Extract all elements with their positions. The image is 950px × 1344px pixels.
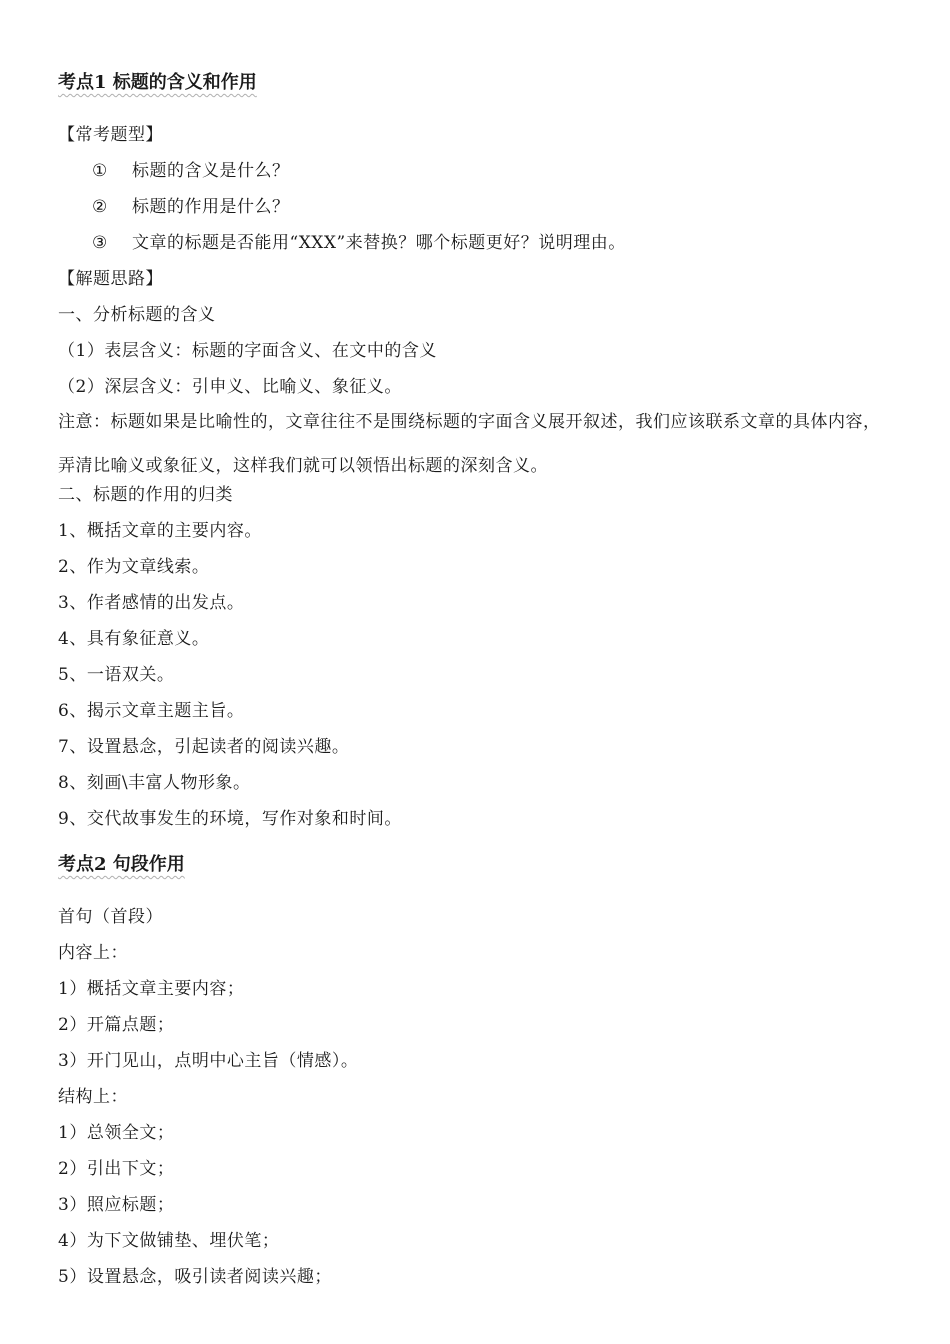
approach-label: 【解题思路】 [58, 269, 163, 289]
part2-title: 二、标题的作用的归类 [58, 485, 233, 505]
question-text: 标题的含义是什么？ [132, 161, 290, 181]
part1-item: （2）深层含义：引申义、比喻义、象征义。 [58, 377, 402, 397]
content-label: 内容上： [58, 943, 128, 963]
part2-item: 2、作为文章线索。 [58, 557, 210, 577]
question-number: ③ [92, 233, 108, 253]
content-item: 2）开篇点题； [58, 1015, 175, 1035]
part2-item: 8、刻画\丰富人物形象。 [58, 773, 251, 793]
question-item [92, 196, 290, 218]
question-text: 文章的标题是否能用“XXX”来替换？哪个标题更好？说明理由。 [132, 233, 626, 253]
common-types-label: 【常考题型】 [58, 125, 163, 145]
question-item [92, 160, 290, 182]
content-item: 1）概括文章主要内容； [58, 979, 245, 999]
part2-item: 4、具有象征意义。 [58, 629, 210, 649]
part2-item: 9、交代故事发生的环境，写作对象和时间。 [58, 809, 402, 829]
first-sentence-label: 首句（首段） [58, 907, 163, 927]
part1-title: 一、分析标题的含义 [58, 305, 216, 325]
question-number: ② [92, 197, 108, 217]
part1-item: （1）表层含义：标题的字面含义、在文中的含义 [58, 341, 437, 361]
note-paragraph: 注意：标题如果是比喻性的，文章往往不是围绕标题的字面含义展开叙述，我们应该联系文章的具体内容，弄清比喻义或象征义，这样我们就可以领悟出标题的深刻含义。 [58, 412, 881, 476]
part2-item: 3、作者感情的出发点。 [58, 593, 245, 613]
part2-item: 1、概括文章的主要内容。 [58, 521, 262, 541]
part2-item: 6、揭示文章主题主旨。 [58, 701, 245, 721]
part2-item: 5、一语双关。 [58, 665, 175, 685]
structure-item: 1）总领全文； [58, 1123, 175, 1143]
section2-heading: 考点2 句段作用 [58, 854, 185, 875]
content-item: 3）开门见山，点明中心主旨（情感）。 [58, 1051, 359, 1071]
structure-item: 2）引出下文； [58, 1159, 175, 1179]
question-text: 标题的作用是什么？ [132, 197, 290, 217]
question-item [92, 232, 626, 254]
question-number: ① [92, 161, 108, 181]
structure-item: 5）设置悬念，吸引读者阅读兴趣； [58, 1267, 332, 1287]
part2-item: 7、设置悬念，引起读者的阅读兴趣。 [58, 737, 350, 757]
structure-label: 结构上： [58, 1087, 128, 1107]
structure-item: 3）照应标题； [58, 1195, 175, 1215]
section1-heading: 考点1 标题的含义和作用 [58, 72, 257, 93]
structure-item: 4）为下文做铺垫、埋伏笔； [58, 1231, 280, 1251]
